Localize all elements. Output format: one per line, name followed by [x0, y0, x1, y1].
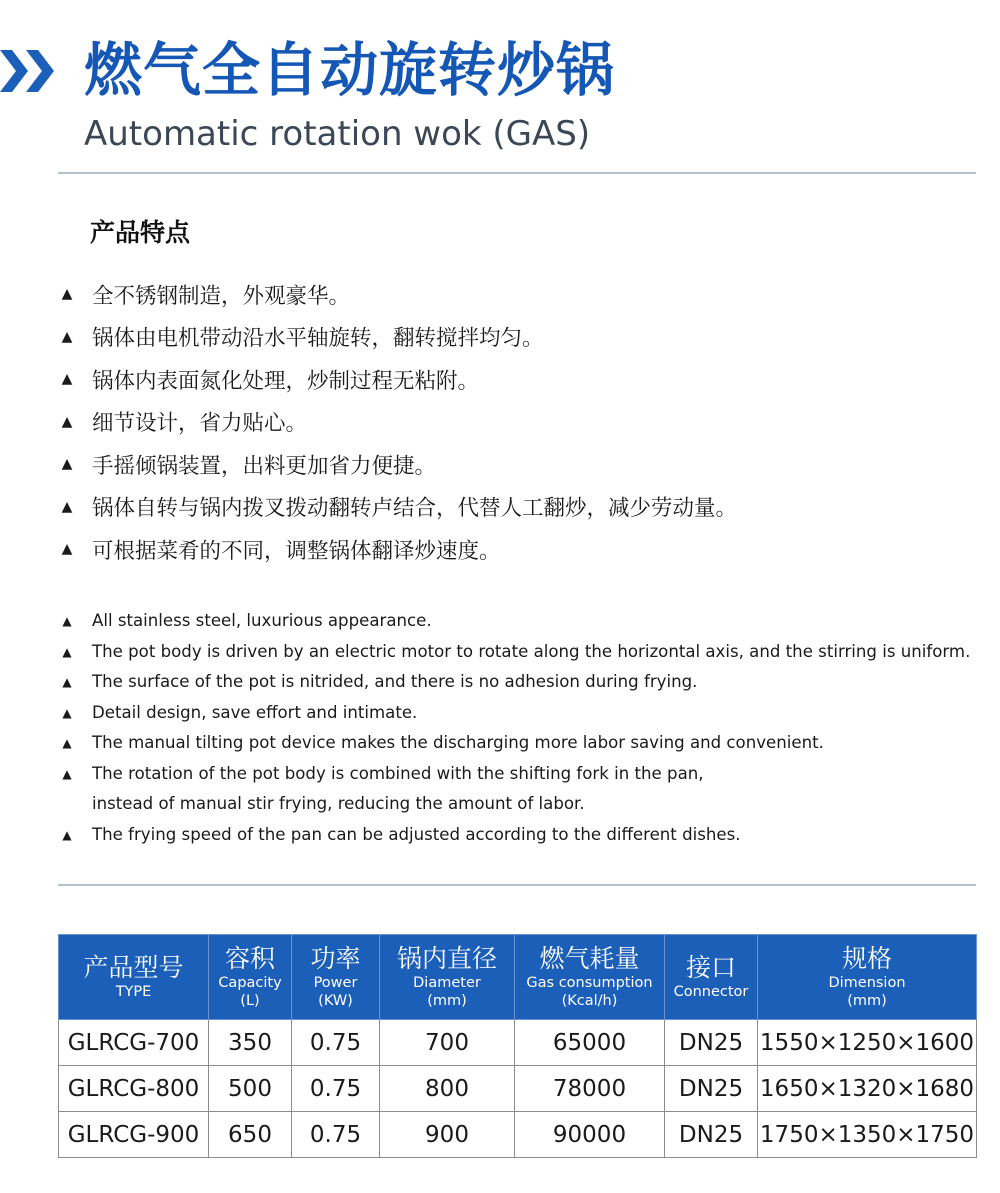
feature-item-zh — [58, 486, 737, 529]
column-header-en: (L) — [240, 993, 260, 1009]
column-header — [292, 935, 380, 1020]
feature-text-zh: 细节设计，省力贴心。 — [92, 411, 308, 437]
table-cell: 78000 — [515, 1066, 665, 1112]
spec-table-header — [59, 935, 977, 1020]
feature-text-en-line: The manual tilting pot device makes the discharging more labor saving and convenient. — [92, 733, 824, 752]
table-cell: GLRCG-800 — [59, 1066, 209, 1112]
triangle-bullet-icon: ▲ — [62, 644, 72, 659]
triangle-bullet-icon: ▲ — [62, 827, 72, 842]
table-cell: GLRCG-900 — [59, 1112, 209, 1158]
feature-text-zh: 手摇倾锅装置，出料更加省力便捷。 — [92, 453, 437, 479]
column-header-en: (Kcal/h) — [561, 993, 618, 1009]
column-header-en: TYPE — [115, 984, 152, 1000]
triangle-bullet-icon: ▲ — [61, 456, 73, 473]
features-list-zh — [58, 273, 737, 571]
feature-text-zh: 可根据菜肴的不同，调整锅体翻译炒速度。 — [92, 538, 501, 564]
feature-item-en — [58, 637, 970, 668]
column-header-zh: 燃气耗量 — [539, 944, 640, 973]
table-cell: 350 — [209, 1020, 292, 1066]
feature-item-zh — [58, 443, 737, 486]
feature-text-zh: 全不锈钢制造，外观豪华。 — [92, 283, 351, 309]
triangle-bullet-icon: ▲ — [61, 286, 73, 303]
table-cell: DN25 — [665, 1066, 758, 1112]
triangle-bullet-icon: ▲ — [62, 766, 72, 781]
feature-text-en — [92, 820, 741, 851]
triangle-bullet-icon: ▲ — [61, 371, 73, 388]
column-header-zh: 锅内直径 — [396, 944, 497, 973]
triangle-bullet-icon: ▲ — [61, 413, 73, 430]
table-cell: 500 — [209, 1066, 292, 1112]
feature-text-en-line: instead of manual stir frying, reducing the amount of labor. — [92, 794, 585, 813]
triangle-bullet-icon: ▲ — [62, 614, 72, 628]
column-header-en: Gas consumption — [526, 975, 653, 991]
feature-text-en — [92, 667, 697, 698]
column-header-zh: 接口 — [685, 953, 736, 982]
column-header-en: (KW) — [318, 993, 353, 1009]
triangle-bullet-icon: ▲ — [61, 541, 73, 558]
column-header-en: (mm) — [427, 993, 467, 1009]
spec-table — [58, 934, 977, 1158]
page-subtitle: Automatic rotation wok (GAS) — [84, 114, 591, 154]
feature-text-en — [92, 637, 970, 668]
column-header-en: (mm) — [847, 993, 887, 1009]
column-header-en: Dimension — [828, 975, 906, 991]
column-header — [758, 935, 977, 1020]
feature-item-en — [58, 820, 970, 851]
divider — [58, 884, 976, 886]
table-cell: 65000 — [515, 1020, 665, 1066]
table-cell: 0.75 — [292, 1020, 380, 1066]
spec-table-body — [59, 1020, 977, 1158]
column-header — [59, 935, 209, 1020]
table-cell: 800 — [380, 1066, 515, 1112]
column-header-en: Capacity — [218, 975, 282, 991]
table-cell: DN25 — [665, 1020, 758, 1066]
table-row — [59, 1112, 977, 1158]
feature-text-zh: 锅体由电机带动沿水平轴旋转，翻转搅拌均匀。 — [92, 326, 544, 352]
triangle-bullet-icon: ▲ — [61, 498, 73, 515]
feature-item-zh — [58, 273, 737, 316]
triangle-bullet-icon: ▲ — [61, 328, 73, 345]
table-cell: 90000 — [515, 1112, 665, 1158]
feature-text-en — [92, 606, 432, 637]
column-header-en: Power — [313, 975, 358, 991]
feature-item-zh — [58, 401, 737, 444]
table-row — [59, 1066, 977, 1112]
column-header — [380, 935, 515, 1020]
feature-text-en-line: The surface of the pot is nitrided, and there is no adhesion during frying. — [92, 672, 698, 691]
table-cell: 900 — [380, 1112, 515, 1158]
column-header-zh: 产品型号 — [83, 953, 184, 982]
features-list-en — [58, 606, 970, 850]
column-header-en: Connector — [673, 984, 749, 1000]
feature-text-zh: 锅体自转与锅内拨叉拨动翻转卢结合，代替人工翻炒，减少劳动量。 — [92, 496, 738, 522]
feature-item-en — [58, 606, 970, 637]
feature-item-en — [58, 667, 970, 698]
feature-text-en — [92, 728, 824, 759]
feature-text-en-line: All stainless steel, luxurious appearance. — [92, 611, 432, 630]
table-cell: 0.75 — [292, 1112, 380, 1158]
column-header — [515, 935, 665, 1020]
page-title: 燃气全自动旋转炒锅 — [84, 36, 616, 104]
triangle-bullet-icon: ▲ — [62, 675, 72, 689]
divider — [58, 172, 976, 174]
feature-item-zh — [58, 316, 737, 359]
table-row — [59, 1020, 977, 1066]
column-header-zh: 功率 — [310, 944, 361, 973]
table-cell: 0.75 — [292, 1066, 380, 1112]
feature-item-en — [58, 728, 970, 759]
feature-text-zh: 锅体内表面氮化处理，炒制过程无粘附。 — [92, 368, 480, 394]
triangle-bullet-icon: ▲ — [62, 705, 72, 720]
table-cell: GLRCG-700 — [59, 1020, 209, 1066]
feature-text-en — [92, 698, 417, 729]
feature-item-en — [58, 698, 970, 729]
table-cell: 1550×1250×1600 — [758, 1020, 977, 1066]
double-chevron-right-icon — [0, 40, 66, 102]
table-cell: 700 — [380, 1020, 515, 1066]
feature-text-en-line: The pot body is driven by an electric motor to rotate along the horizontal axis, and the stirring is uniform. — [92, 641, 971, 661]
feature-text-en-line: The rotation of the pot body is combined with the shifting fork in the pan, — [92, 763, 704, 783]
column-header — [209, 935, 292, 1020]
feature-text-en — [92, 759, 704, 820]
table-cell: 1750×1350×1750 — [758, 1112, 977, 1158]
triangle-bullet-icon: ▲ — [62, 736, 72, 750]
table-cell: 1650×1320×1680 — [758, 1066, 977, 1112]
column-header-zh: 容积 — [224, 944, 275, 973]
feature-text-en-line: Detail design, save effort and intimate. — [92, 702, 418, 722]
column-header-zh: 规格 — [841, 944, 892, 973]
features-heading: 产品特点 — [90, 218, 191, 247]
table-cell: DN25 — [665, 1112, 758, 1158]
feature-item-en — [58, 759, 970, 820]
table-cell: 650 — [209, 1112, 292, 1158]
column-header-en: Diameter — [413, 975, 481, 991]
feature-item-zh — [58, 528, 737, 571]
feature-text-en-line: The frying speed of the pan can be adjusted according to the different dishes. — [92, 824, 741, 844]
feature-item-zh — [58, 358, 737, 401]
column-header — [665, 935, 758, 1020]
